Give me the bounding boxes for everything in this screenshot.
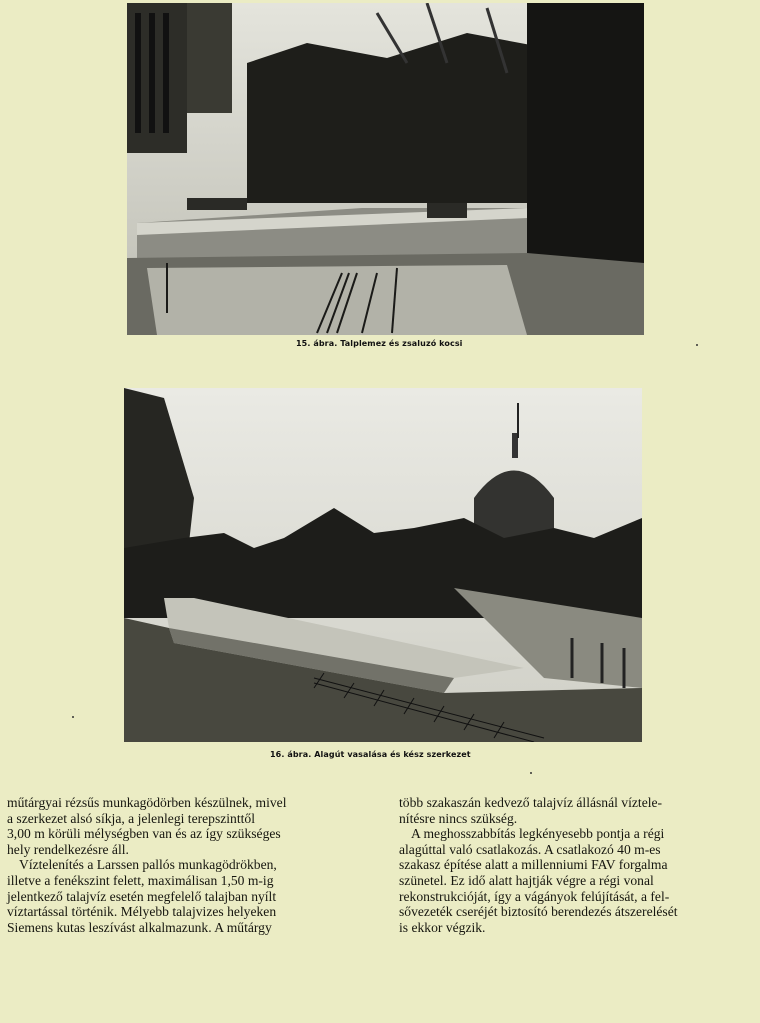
text-line: több szakaszán kedvező talajvíz állásnál víztele- (399, 795, 663, 810)
figure-16-caption: 16. ábra. Alagút vasalása és kész szerkezet (270, 750, 471, 759)
text-column-left (7, 795, 363, 935)
text-line: A meghosszabbítás legkényesebb pontja a régi (411, 826, 665, 842)
figure-15-photo (127, 3, 644, 335)
text-line: szünetel. Ez idő alatt hajtják végre a régi vonal (399, 872, 654, 888)
paragraph (7, 795, 363, 857)
text-line: Víztelenítés a Larssen pallós munkagödrökben, (19, 857, 277, 873)
text-line: alagúttal való csatlakozás. A csatlakozó 40 m-es (399, 841, 661, 857)
text-line: a szerkezet alsó síkja, a jelenlegi terepszinttől (7, 810, 255, 826)
figure-16-photo (124, 388, 642, 742)
text-line: hely rendelkezésre áll. (7, 841, 129, 857)
text-line: illetve a fenékszint felett, maximálisan 1,50 m-ig (7, 872, 274, 888)
scan-speck (72, 716, 74, 718)
paragraph (399, 826, 752, 935)
text-column-right (399, 795, 752, 935)
paragraph (7, 857, 363, 935)
text-line: nítésre nincs szükség. (399, 810, 518, 826)
text-line: jelentkező talajvíz esetén megfelelő talajban nyílt (7, 888, 277, 904)
paragraph (399, 795, 752, 826)
text-line: rekonstrukcióját, így a vágányok felújítását, a fel- (399, 888, 670, 904)
text-line: is ekkor végzik. (399, 919, 486, 935)
text-line: 3,00 m körüli mélységben van és az így szükséges (7, 826, 281, 842)
text-line: műtárgyai rézsűs munkagödörben készülnek, mivel (7, 795, 287, 810)
text-line: Siemens kutas leszívást alkalmazunk. A műtárgy (7, 919, 272, 935)
scan-speck (696, 344, 698, 346)
text-line: víztartással történik. Mélyebb talajvizes helyeken (7, 904, 277, 920)
text-line: sővezeték cseréjét biztosító berendezés átszerelését (399, 904, 678, 920)
figure-15-caption: 15. ábra. Talplemez és zsaluzó kocsi (296, 339, 463, 348)
scan-speck (530, 772, 532, 774)
text-line: szakasz építése alatt a millenniumi FAV forgalma (399, 857, 668, 873)
